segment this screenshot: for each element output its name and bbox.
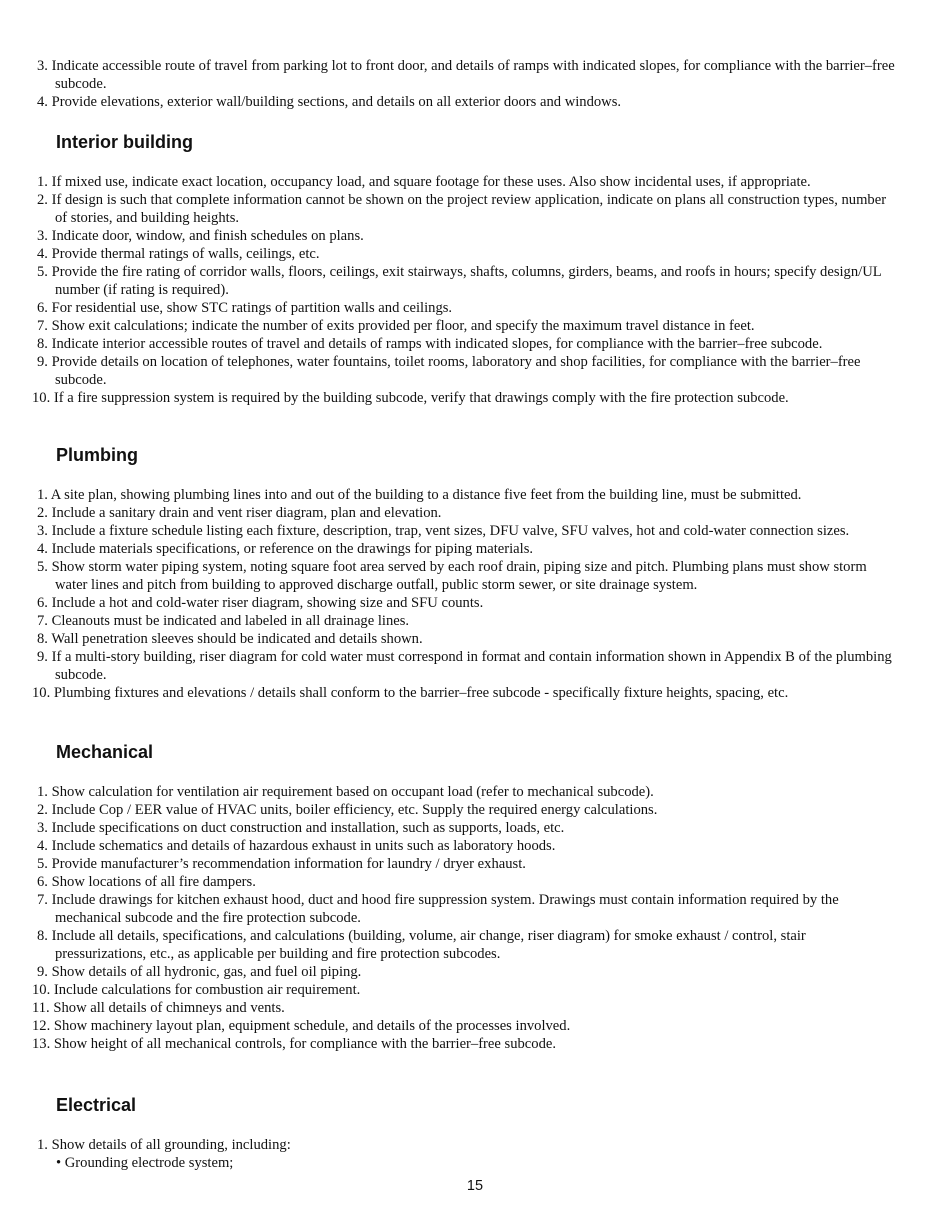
list-item-number: 9.: [37, 649, 48, 665]
page-number: 15: [466, 1178, 484, 1194]
list-item: [0, 630, 900, 648]
section-electrical: [0, 1094, 900, 1172]
list-item-number: 5.: [37, 264, 48, 280]
list-item-text: Include all details, specifications, and calculations (building, volume, air change, riser diagram) for smoke exhaust / control, stair pressurizations, etc., as applicable per building and fire protection subcodes.: [51, 928, 806, 962]
list-item: [0, 57, 900, 93]
list-item: [0, 540, 900, 558]
list-item-text: Show exit calculations; indicate the number of exits provided per floor, and specify the maximum travel distance in feet.: [51, 318, 755, 334]
list-item: [0, 227, 900, 245]
section-mechanical: [0, 741, 900, 1053]
list-item: [0, 963, 900, 981]
list-item-number: 2.: [37, 802, 48, 818]
list-item-text: Indicate accessible route of travel from parking lot to front door, and details of ramps with indicated slopes, for compliance with the barrier–free subcode.: [51, 58, 895, 92]
list-item: [0, 783, 900, 801]
list-item: [0, 522, 900, 540]
list-item-number: 6.: [37, 595, 48, 611]
list-item-text: Provide details on location of telephones, water fountains, toilet rooms, laboratory and shop facilities, for compliance with the barrier–free subcode.: [51, 354, 861, 388]
section-interior-building: [0, 131, 900, 407]
list-item-number: 8.: [37, 336, 48, 352]
list-item: [0, 486, 900, 504]
list-item-text: Show details of all grounding, including:: [51, 1137, 291, 1153]
list-item: [0, 299, 900, 317]
list-item: [0, 999, 900, 1017]
list-item-number: 1.: [37, 174, 48, 190]
list-item: [0, 335, 900, 353]
list-item-number: 8.: [37, 631, 48, 647]
list-item: [0, 1035, 900, 1053]
list-item: [0, 594, 900, 612]
list-item: [0, 1136, 900, 1154]
list-item-number: 7.: [37, 318, 48, 334]
list-item-number: 5.: [37, 856, 48, 872]
list-item-text: Provide elevations, exterior wall/building sections, and details on all exterior doors and windows.: [51, 94, 622, 110]
list-item-text: Cleanouts must be indicated and labeled in all drainage lines.: [51, 613, 410, 629]
list-item-text: A site plan, showing plumbing lines into and out of the building to a distance five feet from the building line, must be submitted.: [50, 487, 802, 503]
list-item-text: Wall penetration sleeves should be indicated and details shown.: [51, 631, 423, 647]
list-item-text: If design is such that complete information cannot be shown on the project review application, indicate on plans all construction types, number of stories, and building heights.: [51, 192, 887, 226]
list-item-number: 8.: [37, 928, 48, 944]
list-item-number: 2.: [37, 505, 48, 521]
list-item: [0, 855, 900, 873]
list-item-text: Include drawings for kitchen exhaust hood, duct and hood fire suppression system. Drawings must contain information required by the mechanical subcode and the fire protection subcode.: [51, 892, 839, 926]
list-item-number: 1.: [37, 487, 48, 503]
list-item-text: Include a fixture schedule listing each fixture, description, trap, vent sizes, DFU valve, SFU valves, hot and cold-water connection sizes.: [51, 523, 850, 539]
list-item-text: For residential use, show STC ratings of partition walls and ceilings.: [51, 300, 453, 316]
list-item: [0, 927, 900, 963]
section-plumbing: [0, 444, 900, 702]
list-item-number: 11.: [32, 1000, 50, 1016]
list-item: [0, 191, 900, 227]
list-item-number: 1.: [37, 1137, 48, 1153]
list-item: [0, 93, 900, 111]
list-item: [0, 612, 900, 630]
list-item: [0, 891, 900, 927]
list-item-text: Show calculation for ventilation air requirement based on occupant load (refer to mechanical subcode).: [51, 784, 654, 800]
list-item-text: If mixed use, indicate exact location, occupancy load, and square footage for these uses. Also show incidental uses, if appropriate.: [51, 174, 811, 190]
list-item-text: Show details of all hydronic, gas, and fuel oil piping.: [51, 964, 362, 980]
list-item-number: 4.: [37, 94, 48, 110]
list-item-text: If a fire suppression system is required by the building subcode, verify that drawings comply with the fire protection subcode.: [53, 390, 789, 406]
list-item-text: Show storm water piping system, noting square foot area served by each roof drain, piping size and pitch. Plumbing plans must show storm water lines and pitch from building to approved discharge outfall, public storm sewer, or site drainage system.: [51, 559, 867, 593]
section-heading: Mechanical: [56, 742, 154, 762]
list-item-text: Include schematics and details of hazardous exhaust in units such as laboratory hoods.: [51, 838, 556, 854]
list-item: [0, 648, 900, 684]
list-item-text: Include calculations for combustion air requirement.: [53, 982, 361, 998]
list-item-text: Indicate interior accessible routes of travel and details of ramps with indicated slopes, for compliance with the barrier–free subcode.: [51, 336, 823, 352]
list-item: [0, 353, 900, 389]
list-item-text: Plumbing fixtures and elevations / details shall conform to the barrier–free subcode - specifically fixture heights, spacing, etc.: [53, 685, 789, 701]
list-item-text: Include specifications on duct construction and installation, such as supports, loads, etc.: [51, 820, 565, 836]
list-item: [0, 245, 900, 263]
list-item-text: Include materials specifications, or reference on the drawings for piping materials.: [51, 541, 534, 557]
list-item-number: 3.: [37, 820, 48, 836]
list-item: [0, 981, 900, 999]
list-item-number: 7.: [37, 613, 48, 629]
list-item-number: 6.: [37, 300, 48, 316]
list-item-text: Include a hot and cold-water riser diagram, showing size and SFU counts.: [51, 595, 484, 611]
section-heading: Plumbing: [56, 445, 138, 465]
list-item-number: 4.: [37, 246, 48, 262]
list-item-text: Show all details of chimneys and vents.: [53, 1000, 285, 1016]
list-item-number: 10.: [32, 390, 51, 406]
list-item-text: Provide thermal ratings of walls, ceilings, etc.: [51, 246, 320, 262]
list-item-number: 10.: [32, 982, 51, 998]
list-item: [0, 801, 900, 819]
list-item-number: 9.: [37, 354, 48, 370]
list-item: [0, 873, 900, 891]
list-item-text: Indicate door, window, and finish schedules on plans.: [51, 228, 364, 244]
list-item-number: 4.: [37, 838, 48, 854]
list-item-text: If a multi-story building, riser diagram for cold water must correspond in format and contain information shown in Appendix B of the plumbing subcode.: [51, 649, 892, 683]
list-item-number: 1.: [37, 784, 48, 800]
list-item: [0, 504, 900, 522]
list-item-text: Provide manufacturer’s recommendation information for laundry / dryer exhaust.: [51, 856, 526, 872]
list-item-number: 3.: [37, 58, 48, 74]
list-item-number: 12.: [32, 1018, 51, 1034]
list-item-text: Show locations of all fire dampers.: [51, 874, 256, 890]
list-item-text: Include Cop / EER value of HVAC units, boiler efficiency, etc. Supply the required energy calculations.: [51, 802, 658, 818]
list-item-number: 6.: [37, 874, 48, 890]
list-item-number: 3.: [37, 228, 48, 244]
intro-list: [0, 57, 900, 111]
list-item: [0, 263, 900, 299]
list-item-number: 3.: [37, 523, 48, 539]
list-item-number: 9.: [37, 964, 48, 980]
list-item-text: Provide the fire rating of corridor walls, floors, ceilings, exit stairways, shafts, columns, girders, beams, and roofs in hours; specify design/UL number (if rating is required).: [51, 264, 882, 298]
list-item: [0, 173, 900, 191]
list-item: [0, 837, 900, 855]
list-item-text: Show height of all mechanical controls, for compliance with the barrier–free subcode.: [53, 1036, 556, 1052]
list-item: [0, 558, 900, 594]
list-item-number: 2.: [37, 192, 48, 208]
list-item: [0, 389, 900, 407]
list-item: [0, 317, 900, 335]
list-item-number: 7.: [37, 892, 48, 908]
section-heading: Electrical: [56, 1095, 137, 1115]
list-item-number: 4.: [37, 541, 48, 557]
list-item: [0, 684, 900, 702]
list-item-text: Show machinery layout plan, equipment schedule, and details of the processes involved.: [53, 1018, 571, 1034]
list-item-text: Include a sanitary drain and vent riser diagram, plan and elevation.: [51, 505, 442, 521]
list-item: [0, 1017, 900, 1035]
list-item-number: 10.: [32, 685, 51, 701]
list-item: [0, 819, 900, 837]
section-heading: Interior building: [56, 132, 193, 152]
list-item-number: 13.: [32, 1036, 51, 1052]
list-item-number: 5.: [37, 559, 48, 575]
sub-bullet-item: • Grounding electrode system;: [56, 1155, 234, 1171]
